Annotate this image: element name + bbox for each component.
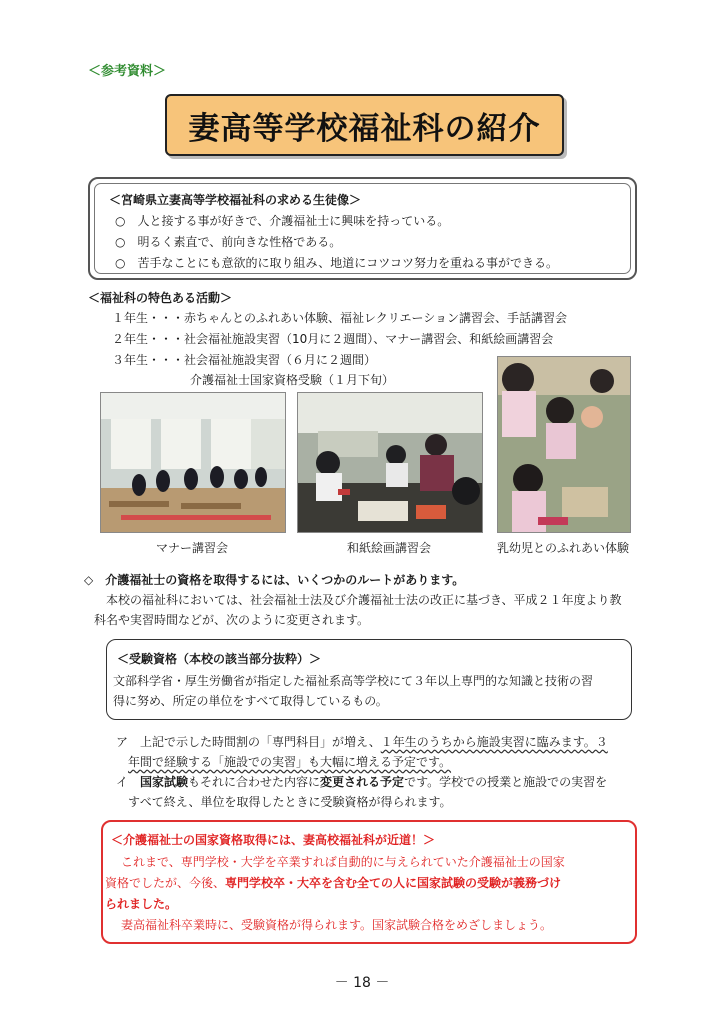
ideal-student-inner-frame bbox=[94, 183, 631, 274]
note-a-emphasis: １年生のうちから施設実習に臨みます。３ bbox=[380, 735, 608, 749]
note-a-line bbox=[128, 753, 451, 770]
title-box bbox=[165, 94, 564, 156]
exam-text: 文部科学省・厚生労働省が指定した福祉系高等学校にて３年以上専門的な知識と技術の習 bbox=[113, 674, 594, 688]
ideal-item: ○ 苦手なことにも意欲的に取り組み、地道にコツコツ努力を重ねる事ができる。 bbox=[115, 256, 558, 270]
photo-caption: 和紙絵画講習会 bbox=[346, 541, 431, 555]
ideal-item: ○ 人と接する事が好きで、介護福祉士に興味を持っている。 bbox=[115, 214, 450, 228]
route-heading: ◇ 介護福祉士の資格を取得するには、いくつかのルートがあります。 bbox=[84, 573, 465, 587]
ideal-student-box bbox=[88, 177, 637, 280]
infant-interaction-photo bbox=[497, 356, 631, 533]
note-i-label: イ bbox=[116, 775, 141, 789]
page-title: 妻高等学校福祉科の紹介 bbox=[188, 110, 541, 147]
highlight-text: られました。 bbox=[105, 897, 178, 911]
highlight-box bbox=[101, 820, 637, 944]
note-i-bold: 変更される予定 bbox=[320, 775, 405, 789]
activity-line: ２年生・・・社会福祉施設実習（10月に２週間）、マナー講習会、和紙絵画講習会 bbox=[112, 332, 554, 346]
note-i-line bbox=[116, 773, 607, 790]
exam-text: 得に努め、所定の単位をすべて取得しているもの。 bbox=[113, 694, 388, 708]
page-number: － 18 － bbox=[334, 975, 390, 991]
ideal-student-heading: ＜宮崎県立妻高等学校福祉科の求める生徒像＞ bbox=[109, 193, 362, 207]
photo-caption: マナー講習会 bbox=[155, 541, 228, 555]
photo-caption: 乳幼児とのふれあい体験 bbox=[496, 541, 629, 555]
highlight-text-part: 資格でしたが、今後、 bbox=[105, 876, 226, 890]
activity-line: １年生・・・赤ちゃんとのふれあい体験、福祉レクリエーション講習会、手話講習会 bbox=[112, 311, 568, 325]
highlight-text: 妻高福祉科卒業時に、受験資格が得られます。国家試験合格をめざしましょう。 bbox=[121, 918, 553, 932]
activity-line: ３年生・・・社会福祉施設実習（６月に２週間） bbox=[112, 353, 377, 367]
exam-heading: ＜受験資格（本校の該当部分抜粋）＞ bbox=[117, 652, 322, 666]
exam-eligibility-box bbox=[106, 639, 632, 720]
activity-line: 介護福祉士国家資格受験（１月下旬） bbox=[190, 373, 395, 387]
note-i-bold: 国家試験 bbox=[140, 775, 189, 789]
note-i-text: もそれに合わせた内容に bbox=[188, 775, 321, 789]
activities-heading: ＜福祉科の特色ある活動＞ bbox=[88, 291, 233, 305]
note-i-text: です。学校での授業と施設での実習を bbox=[404, 775, 608, 789]
note-a-line bbox=[116, 733, 608, 750]
ideal-item: ○ 明るく素直で、前向きな性格である。 bbox=[115, 235, 342, 249]
note-a-prefix: ア 上記で示した時間割の「専門科目」が増え、 bbox=[116, 735, 381, 749]
highlight-heading: ＜介護福祉士の国家資格取得には、妻高校福祉科が近道！＞ bbox=[111, 833, 436, 847]
note-i-line: すべて終え、単位を取得したときに受験資格が得られます。 bbox=[128, 795, 452, 809]
reference-label: ＜参考資料＞ bbox=[88, 64, 167, 79]
highlight-text: これまで、専門学校・大学を卒業すれば自動的に与えられていた介護福祉士の国家 bbox=[121, 855, 565, 869]
note-a-emphasis: 年間で経験する「施設での実習」も大幅に増える予定です。 bbox=[128, 755, 452, 769]
manners-class-photo bbox=[100, 392, 286, 533]
washi-painting-photo bbox=[297, 392, 483, 533]
highlight-text bbox=[105, 874, 561, 891]
highlight-bold: 専門学校卒・大卒を含む全ての人に国家試験の受験が義務づけ bbox=[225, 876, 562, 890]
route-paragraph: 科名や実習時間などが、次のように変更されます。 bbox=[94, 613, 370, 627]
route-paragraph: 本校の福祉科においては、社会福祉士法及び介護福祉士法の改正に基づき、平成２１年度より教 bbox=[106, 593, 622, 607]
